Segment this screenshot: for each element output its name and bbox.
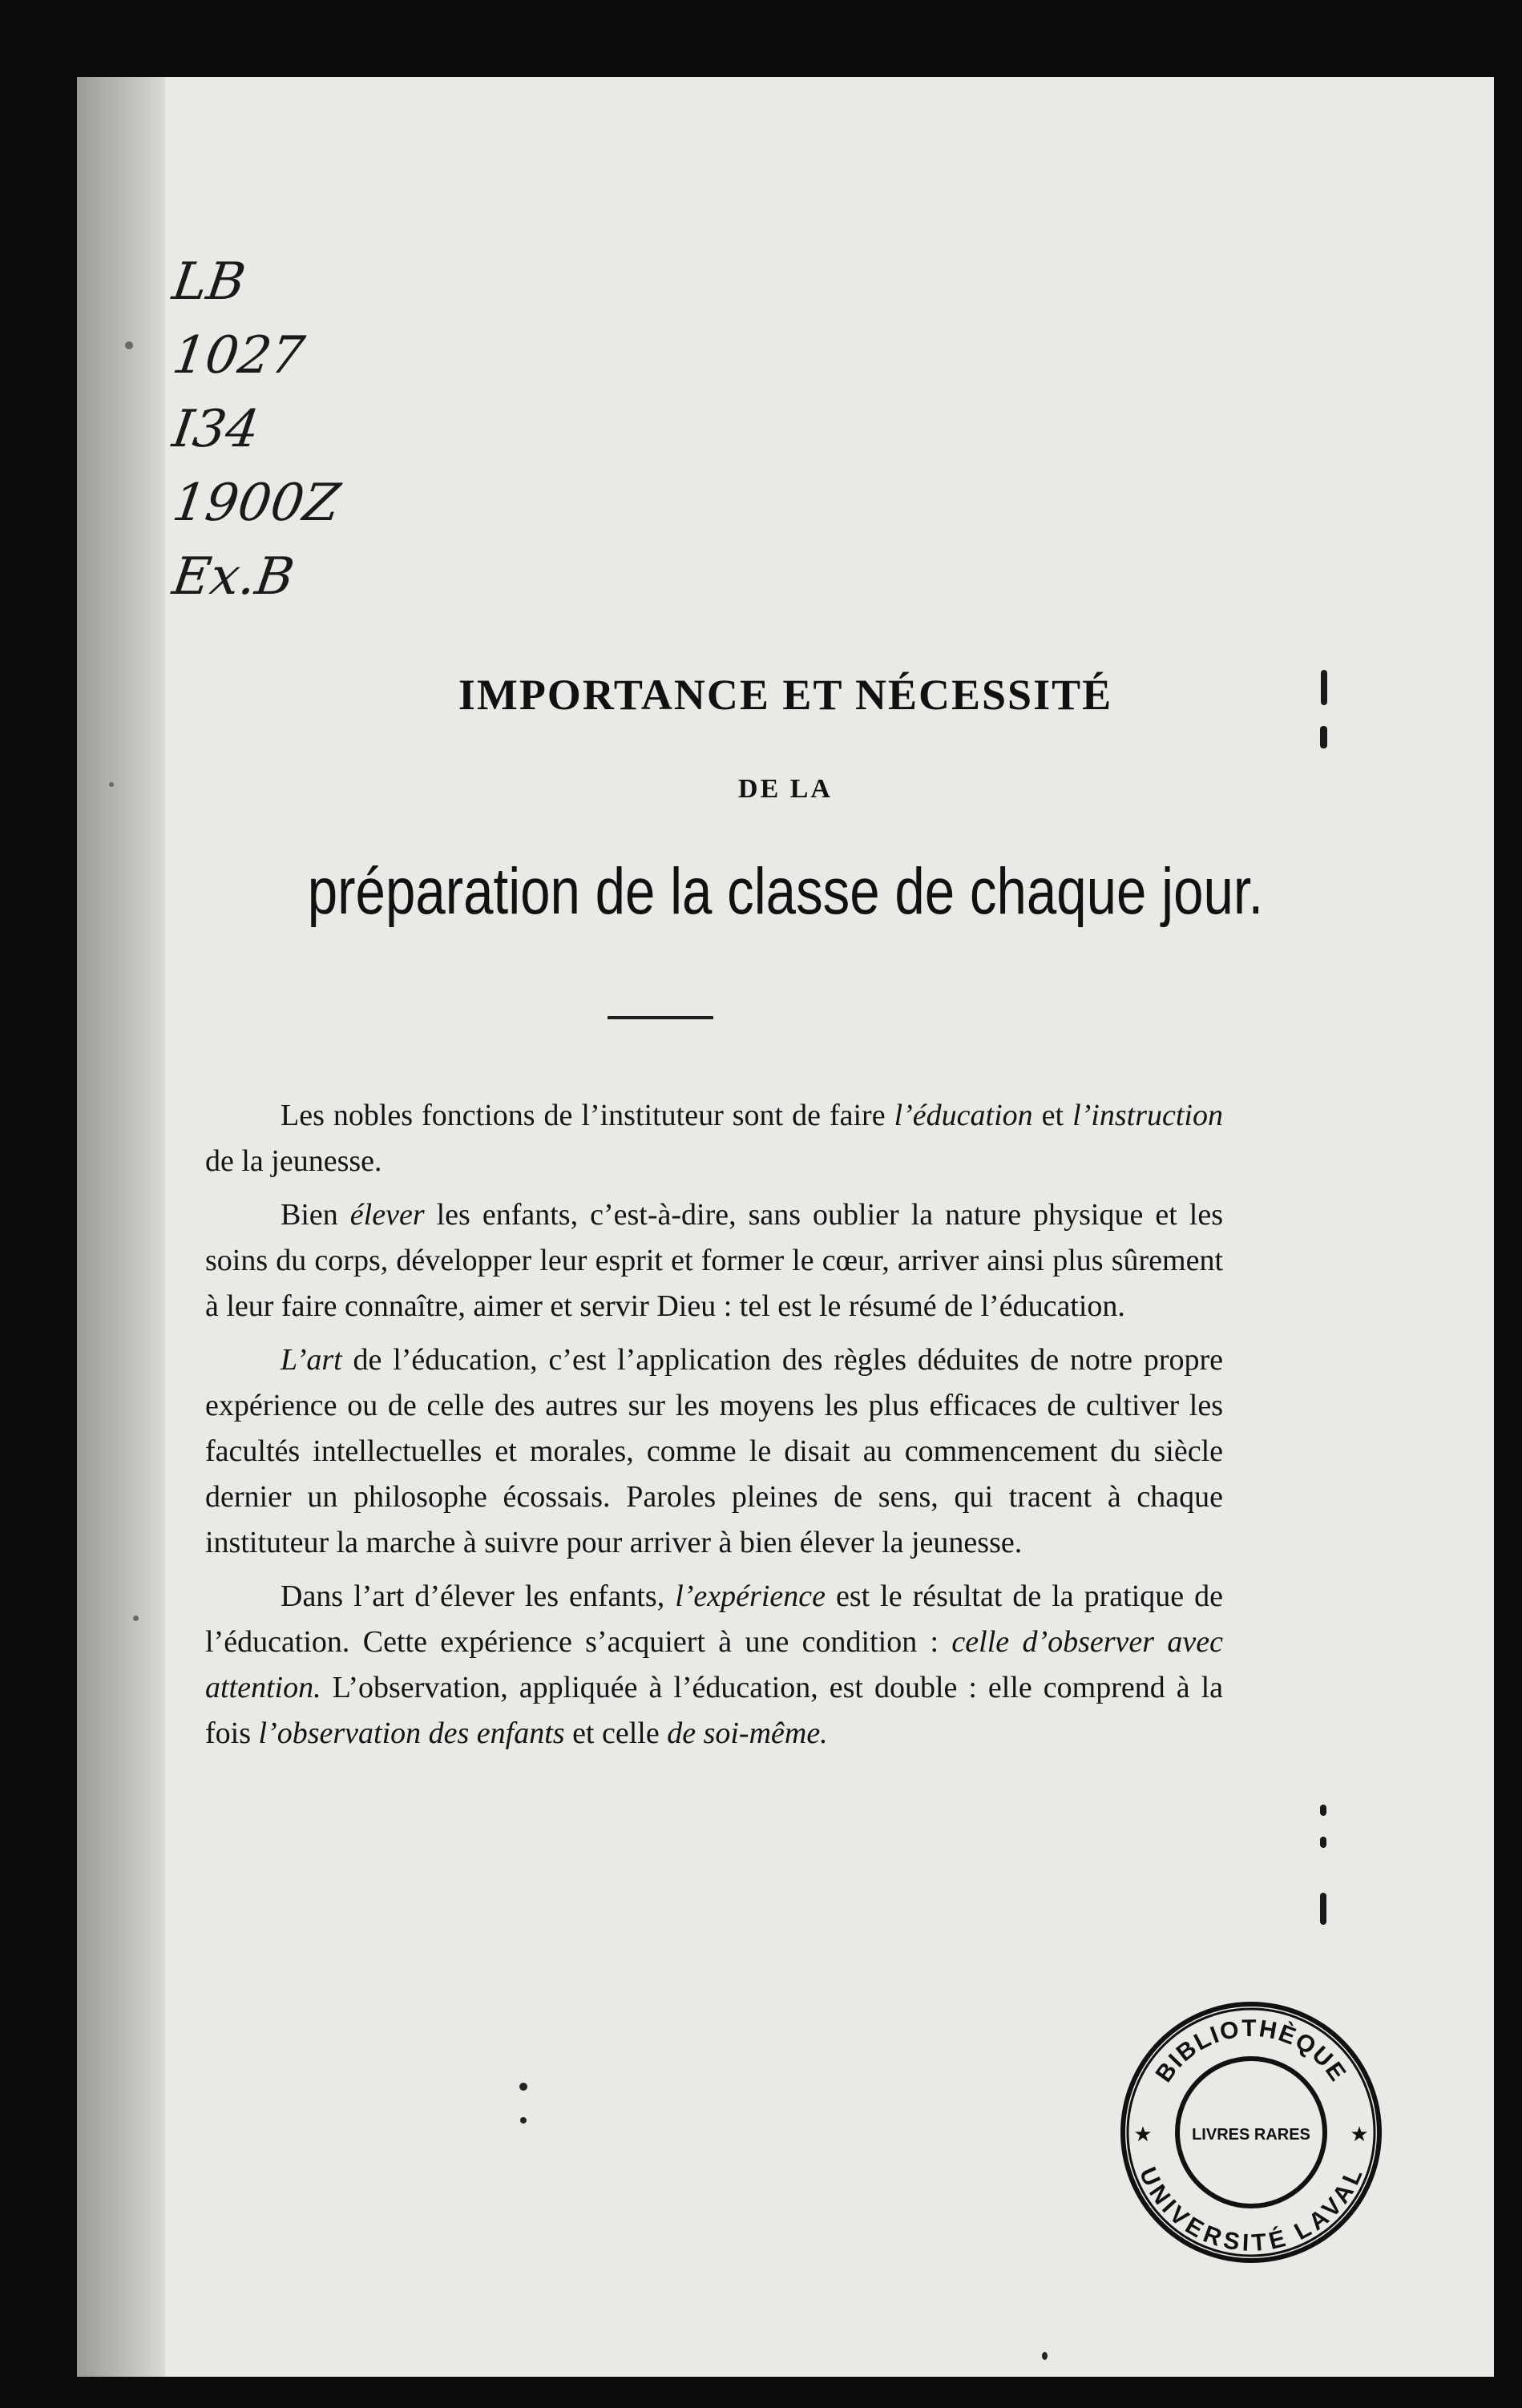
stamp-top-text: BIBLIOTHÈQUE	[1150, 2015, 1352, 2087]
call-number-line: 1027	[168, 326, 309, 385]
italic-run: l’observation des enfants	[258, 1716, 565, 1750]
text-run: Bien	[281, 1198, 350, 1232]
stamp-center-text: LIVRES RARES	[1192, 2126, 1310, 2144]
italic-run: celle d’observer avec attention.	[205, 1625, 1223, 1704]
text-run: les enfants, c’est-à-dire, sans oublier la nature physique et les soins du corps, développer leur esprit et former le cœur, arriver ainsi plus sûrement à leur faire connaître, aimer et servir Dieu : tel est le résumé de l’éducation.	[205, 1198, 1223, 1323]
svg-text:UNIVERSITÉ LAVAL	[1134, 2164, 1368, 2257]
italic-run: l’éducation	[894, 1099, 1033, 1132]
italic-run: L’art	[281, 1343, 342, 1377]
text-run: Dans l’art d’élever les enfants,	[281, 1579, 676, 1613]
italic-run: de soi-même.	[667, 1716, 828, 1750]
title-line-2: DE LA	[738, 774, 833, 804]
scanned-page	[77, 77, 1494, 2377]
text-run: et celle	[564, 1716, 668, 1750]
binding-gutter	[77, 77, 165, 2377]
text-run: Les nobles fonctions de l’instituteur sont de faire	[281, 1099, 894, 1132]
italic-run: l’expérience	[675, 1579, 826, 1613]
ink-speck	[519, 2083, 527, 2091]
call-number-line: 1900Z	[168, 474, 344, 533]
stamp-bottom-text: UNIVERSITÉ LAVAL	[1133, 2163, 1369, 2257]
call-number-line: LB	[168, 252, 249, 312]
paragraph	[205, 1192, 1223, 1329]
paragraph	[205, 1093, 1223, 1184]
text-run: de l’éducation, c’est l’application des règles déduites de notre propre expérience ou de celle des autres sur les moyens les plus efficaces de cultiver les facultés intellectuelles et morales, comme le disait au commencement du siècle dernier un philosophe écossais. Paroles pleines de sens, qui tracent à chaque instituteur la marche à suivre pour arriver à bien élever la jeunesse.	[205, 1343, 1223, 1559]
ink-speck	[1042, 2352, 1048, 2360]
title-line-1: IMPORTANCE ET NÉCESSITÉ	[458, 671, 1113, 719]
star-icon: ★	[1350, 2123, 1369, 2146]
call-number-line: Ex.B	[168, 547, 298, 607]
title-divider	[608, 1016, 713, 1019]
text-run: de la jeunesse.	[205, 1144, 382, 1178]
paragraph	[205, 1574, 1223, 1757]
paragraph	[205, 1337, 1223, 1566]
text-run: L’observation, appliquée à l’éducation, est double : elle comprend à la fois	[205, 1671, 1223, 1750]
body-text	[205, 1093, 1223, 1765]
text-run: est le résultat de la pratique de l’éducation. Cette expérience s’acquiert à une condition :	[205, 1579, 1223, 1659]
library-stamp	[1119, 2000, 1383, 2265]
handwritten-call-number	[168, 245, 344, 614]
call-number-line: I34	[168, 400, 263, 459]
text-run: et	[1032, 1099, 1073, 1132]
italic-run: l’instruction	[1072, 1099, 1223, 1132]
ink-speck	[520, 2117, 527, 2124]
star-icon: ★	[1133, 2123, 1153, 2146]
title-line-3: préparation de la classe de chaque jour.	[307, 855, 1264, 928]
italic-run: élever	[349, 1198, 425, 1232]
